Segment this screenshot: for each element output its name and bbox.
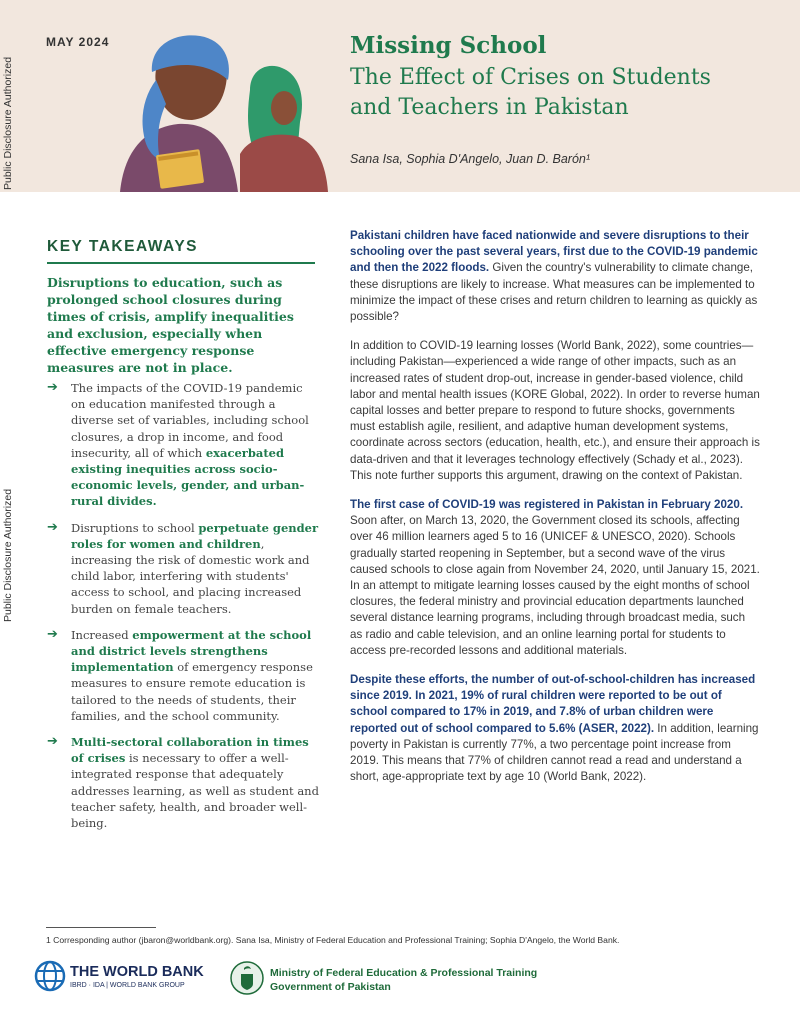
paragraph-text: In addition, learning poverty in Pakistan is currently 77%, a two percentage point increase from 2019. This means that 77% of children cannot read a read and understand a short, age-appropriate text by age 10 (World Bank, 2022). [350,721,759,784]
key-takeaways-heading: KEY TAKEAWAYS [47,238,199,255]
body-column [350,228,760,799]
footnote-rule [46,927,156,928]
body-paragraph [350,672,760,785]
paragraph-lead: The first case of COVID-19 was registered in Pakistan in February 2020. [350,498,744,512]
footnote: 1 Corresponding author (jbaron@worldbank.org). Sana Isa, Ministry of Federal Education and Professional Training; Sophia D'Angelo, the World Bank. [46,935,620,945]
ministry-line2: Government of Pakistan [270,981,391,993]
authors: Sana Isa, Sophia D'Angelo, Juan D. Barón¹ [350,152,591,166]
paragraph-text: Given the country's vulnerability to climate change, these disruptions are likely to increase. What measures can be implemented to minimize the impact of these crises and return children to learning as quickly as possible? [350,261,758,324]
arrow-icon: ➔ [47,519,58,535]
takeaway-emphasis: exacerbated existing inequities across socio-economic levels, gender, and urban-rural divides. [71,445,305,509]
arrow-icon: ➔ [47,734,58,750]
paragraph-text: Soon after, on March 13, 2020, the Government closed its schools, affecting over 46 million learners aged 5 to 16 (UNICEF & UNESCO, 2020). Schools gradually started reopening in September, but a second wave of the virus caused schools to close again from November 24, 2020, until January 15, 2021. In an attempt to mitigate learning losses caused by the eight months of school closures, the federal ministry and provincial education departments launched several distance learning programs, including through broadcast media, such as radio and cable television, and an online learning portal for students to access pre-recorded lessons and additional materials. [350,514,760,657]
ministry-line1: Ministry of Federal Education & Professional Training [270,967,538,979]
world-bank-logo [34,958,224,998]
report-subtitle-line2: and Teachers in Pakistan [350,95,629,120]
takeaway-text: Disruptions to school [71,520,199,535]
takeaway-text: The impacts of the COVID-19 pandemic on education manifested through a diverse set of variables, including school closures, a drop in income, and food insecurity, all of which [71,381,309,460]
report-title-block [350,32,780,123]
disclosure-label-middle: Public Disclosure Authorized [2,488,14,622]
arrow-icon: ➔ [47,626,58,642]
takeaway-emphasis: empowerment at the school and district levels strengthens implementation [71,627,312,675]
cover-illustration [100,24,340,192]
takeaway-text: is necessary to offer a well-integrated response that adequately addresses learning, as well as student and teacher safety, health, and broader well-being. [71,751,319,831]
takeaway-text: of emergency response measures to ensure remote education is tailored to the needs of students, their families, and the school community. [71,660,313,723]
body-paragraph [350,497,760,659]
figure-green-body [240,135,328,192]
world-bank-name: THE WORLD BANK [70,964,204,980]
paragraph-lead: Despite these efforts, the number of out-of-school-children has increased since 2019. In 2021, 19% of rural children were reported to be out of school compared to 17% in 2019, and 7.8% of urban children were reported out of school compared to 5.6% (ASER, 2022). [350,673,756,735]
ministry-name [270,966,537,994]
takeaway-item [47,380,319,510]
figure-green-face [271,91,297,125]
world-bank-subtitle: IBRD · IDA | WORLD BANK GROUP [70,982,185,989]
takeaway-item [47,520,319,617]
key-takeaways-lead: Disruptions to education, such as prolonged school closures during times of crisis, amplify inequalities and exclusion, especially when effective emergency response measures are not in place. [47,275,294,375]
takeaway-item [47,734,319,831]
takeaway-text: , increasing the risk of domestic work and child labor, interfering with students' access to school, and placing increased burden on female teachers. [71,536,310,616]
takeaway-list [47,380,319,841]
key-takeaways-rule [47,262,315,264]
report-title: Missing School [350,32,547,59]
takeaway-emphasis: perpetuate gender roles for women and children [71,520,319,551]
globe-icon [34,960,66,992]
report-subtitle-line1: The Effect of Crises on Students [350,65,711,90]
publication-date: MAY 2024 [46,35,110,49]
takeaway-emphasis: Multi-sectoral collaboration in times of crises [71,735,309,766]
disclosure-label-top: Public Disclosure Authorized [2,56,14,190]
takeaway-item [47,627,319,724]
pakistan-emblem-icon [230,960,264,996]
body-paragraph [350,228,760,325]
arrow-icon: ➔ [47,380,58,395]
body-paragraph: In addition to COVID-19 learning losses (World Bank, 2022), some countries—including Pakistan—experienced a wide range of other impacts, such as an increased rates of student drop-out, increase in gender-based violence, child labor and mental health issues (KORE Global, 2022). In order to reverse human capital losses and better prepare to respond to future shocks, governments must establish agile, resilient, and adaptive human development systems, coordinate across sectors (education, health, etc.), and ensure their approach is data-driven and that it leverages technology effectively (Schady et al., 2023). This note further supports this argument, drawing on the context of Pakistan. [350,339,760,482]
ministry-logo [230,960,550,1000]
takeaway-text: Increased [71,627,133,642]
paragraph-lead: Pakistani children have faced nationwide and severe disruptions to their schooling over the past several years, first due to the COVID-19 pandemic and then the 2022 floods. [350,229,758,275]
